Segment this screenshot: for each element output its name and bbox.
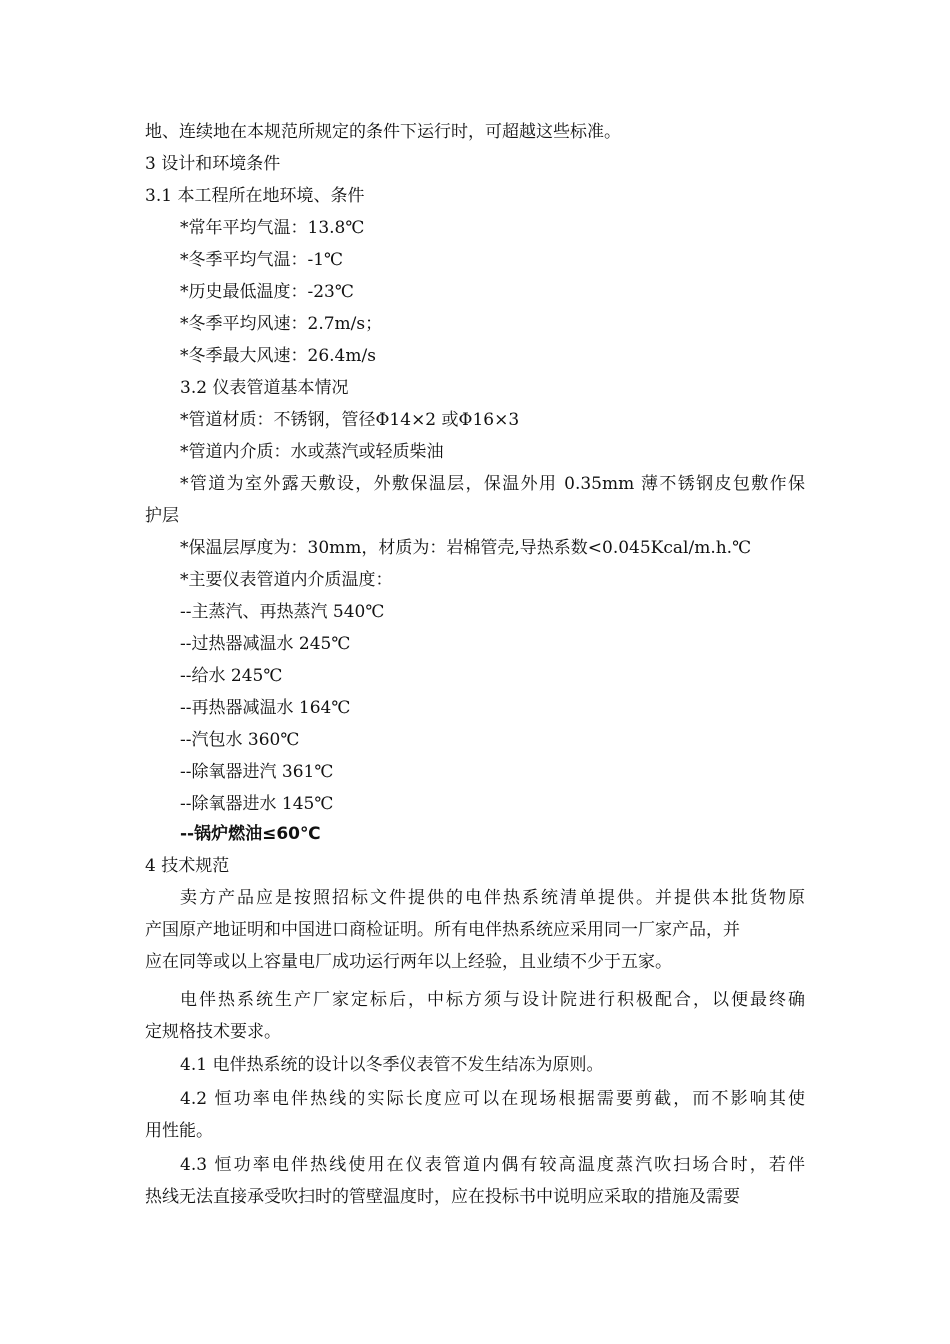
paragraph-line: 定规格技术要求。 (145, 1022, 281, 1042)
text-line: --过热器减温水 245℃ (180, 634, 351, 654)
text-line: *冬季最大风速：26.4m/s (180, 346, 376, 366)
paragraph-line: 产国原产地证明和中国进口商检证明。所有电伴热系统应采用同一厂家产品，并 (145, 920, 740, 940)
text-line: --锅炉燃油≤60℃ (180, 824, 321, 844)
subsection-heading: 3.2 仪表管道基本情况 (180, 378, 349, 398)
text-line: --除氧器进水 145℃ (180, 794, 334, 814)
paragraph-line: 电伴热系统生产厂家定标后，中标方须与设计院进行积极配合，以便最终确 (180, 990, 805, 1010)
text-line: *保温层厚度为：30mm，材质为：岩棉管壳,导热系数<0.045Kcal/m.h.℃ (180, 538, 752, 558)
text-line: 护层 (145, 506, 179, 526)
text-line: *管道内介质：水或蒸汽或轻质柴油 (180, 442, 444, 462)
text-line: *管道材质：不锈钢，管径Φ14×2 或Φ16×3 (180, 410, 520, 430)
text-line: 地、连续地在本规范所规定的条件下运行时，可超越这些标准。 (145, 122, 621, 142)
text-line: *冬季平均风速：2.7m/s； (180, 314, 383, 334)
section-heading: 3 设计和环境条件 (145, 154, 281, 174)
paragraph-line: 4.3 恒功率电伴热线使用在仪表管道内偶有较高温度蒸汽吹扫场合时，若伴 (180, 1155, 805, 1175)
paragraph-line: 卖方产品应是按照招标文件提供的电伴热系统清单提供。并提供本批货物原 (180, 888, 805, 908)
text-line: *常年平均气温：13.8℃ (180, 218, 365, 238)
text-line: --再热器减温水 164℃ (180, 698, 351, 718)
text-line: *主要仪表管道内介质温度： (180, 570, 393, 590)
text-line: --给水 245℃ (180, 666, 283, 686)
text-line: --除氧器进汽 361℃ (180, 762, 334, 782)
paragraph-line: 热线无法直接承受吹扫时的管壁温度时，应在投标书中说明应采取的措施及需要 (145, 1187, 740, 1207)
paragraph-line: 4.1 电伴热系统的设计以冬季仪表管不发生结冻为原则。 (180, 1055, 604, 1075)
paragraph-line: 应在同等或以上容量电厂成功运行两年以上经验，且业绩不少于五家。 (145, 952, 672, 972)
section-heading: 4 技术规范 (145, 856, 230, 876)
text-line: *历史最低温度：-23℃ (180, 282, 354, 302)
text-line: *冬季平均气温：-1℃ (180, 250, 344, 270)
text-line: --主蒸汽、再热蒸汽 540℃ (180, 602, 385, 622)
paragraph-line: 4.2 恒功率电伴热线的实际长度应可以在现场根据需要剪截，而不影响其使 (180, 1089, 805, 1109)
paragraph-line: 用性能。 (145, 1121, 213, 1141)
text-line: *管道为室外露天敷设，外敷保温层，保温外用 0.35mm 薄不锈钢皮包敷作保 (180, 474, 805, 494)
text-line: --汽包水 360℃ (180, 730, 300, 750)
subsection-heading: 3.1 本工程所在地环境、条件 (145, 186, 365, 206)
